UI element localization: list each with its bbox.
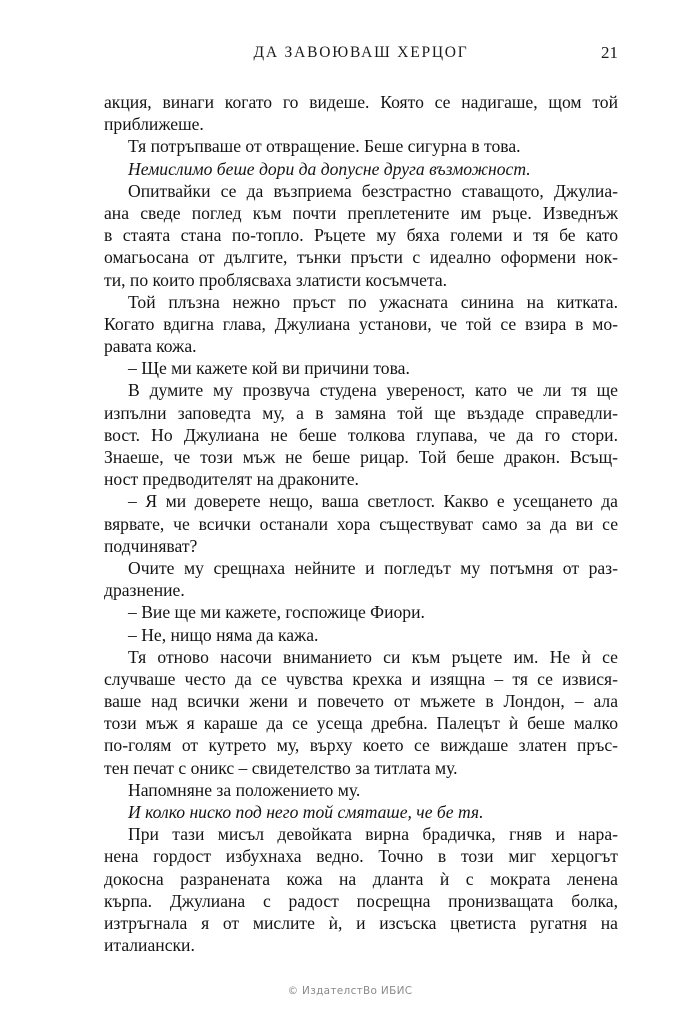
text-line: италиански. [104, 935, 195, 956]
text-line: Когато вдигна глава, Джулиана установи, че той се взира в мо- [104, 313, 618, 334]
text-line: – Ще ми кажете кой ви причини това. [128, 358, 410, 379]
text-line: – Не, нищо няма да кажа. [128, 624, 319, 645]
text-line: случваше често да се чувства крехка и изящна – тя се извися- [104, 668, 618, 689]
text-line: нена гордост избухнаха ведно. Точно в този миг херцогът [104, 846, 618, 867]
text-line: по-голям от кутрето му, върху което се виждаше златен пръс- [104, 735, 618, 756]
running-head [104, 44, 618, 68]
text-line: Тя потръпваше от отвращение. Беше сигурна в това. [128, 136, 521, 157]
text-line: вярвате, че всички останали хора съществуват само за да ви се [104, 513, 618, 534]
text-line: кърпа. Джулиана с радост посрещна пронизващата болка, [104, 890, 618, 911]
text-line: При тази мисъл девойката вирна брадичка, гняв и нара- [128, 824, 618, 845]
text-line: изпълни заповедта му, а в замяна той ще въздаде справедли- [104, 402, 618, 423]
text-line: Знаеше, че този мъж не беше рицар. Той беше дракон. Всъщ- [104, 447, 618, 467]
text-line: ти, по които проблясваха златисти косъмчета. [104, 269, 448, 290]
text-line: равата кожа. [104, 336, 197, 357]
text-line: в стаята стана по-топло. Ръцете му бяха големи и тя бе като [104, 225, 618, 246]
text-line: – Я ми доверете нещо, ваша светлост. Какво е усещането да [128, 491, 618, 512]
text-line: Той плъзна нежно пръст по ужасната синина на китката. [128, 291, 618, 312]
text-line: вост. Но Джулиана не беше толкова глупава, че да го стори. [104, 424, 618, 445]
text-line: Тя отново насочи вниманието си към ръцете им. Не ѝ се [128, 646, 618, 667]
text-line: ност предводителят на драконите. [104, 469, 359, 490]
text-line: ана сведе поглед към почти преплетените им ръце. Изведнъж [104, 202, 618, 223]
text-line: този мъж я караше да се усеща дребна. Палецът ѝ беше малко [104, 713, 618, 734]
text-line: изтръгнала я от мислите ѝ, и изсъска цветиста ругатня на [104, 912, 618, 933]
text-line: – Вие ще ми кажете, госпожице Фиори. [128, 602, 425, 623]
page-number: 21 [601, 43, 618, 62]
text-line: докосна разранената кожа на дланта ѝ с мократа ленена [104, 868, 618, 889]
book-title: ДА ЗАВОЮВАШ ХЕРЦОГ [253, 44, 469, 61]
text-line: Опитвайки се да възприема безстрастно ставащото, Джулиа- [128, 180, 618, 201]
text-line: тен печат с оникс – свидетелство за титлата му. [104, 757, 458, 778]
text-line: акция, винаги когато го видеше. Която се надигаше, щом той [104, 92, 618, 112]
text-line: ваше над всички жени и повечето от мъжете в Лондон, – ала [104, 691, 618, 712]
text-line: приближеше. [104, 114, 204, 135]
publisher-copyright: © ИздателстВо ИБИС [287, 985, 413, 997]
text-line: дразнение. [104, 580, 185, 601]
text-line: Немислимо беше дори да допусне друга възможност. [128, 158, 531, 179]
text-line: Очите му срещнаха нейните и погледът му потъмня от раз- [128, 557, 618, 578]
text-line: В думите му прозвуча студена увереност, като че ли тя ще [128, 380, 618, 401]
text-line: омагьосана от дългите, тънки пръсти с идеално оформени нок- [104, 247, 618, 268]
text-line: Напомняне за положението му. [128, 779, 361, 800]
body-text [104, 91, 618, 956]
text-line: подчиняват? [104, 535, 198, 556]
text-line: И колко ниско под него той смяташе, че бе тя. [128, 802, 484, 822]
